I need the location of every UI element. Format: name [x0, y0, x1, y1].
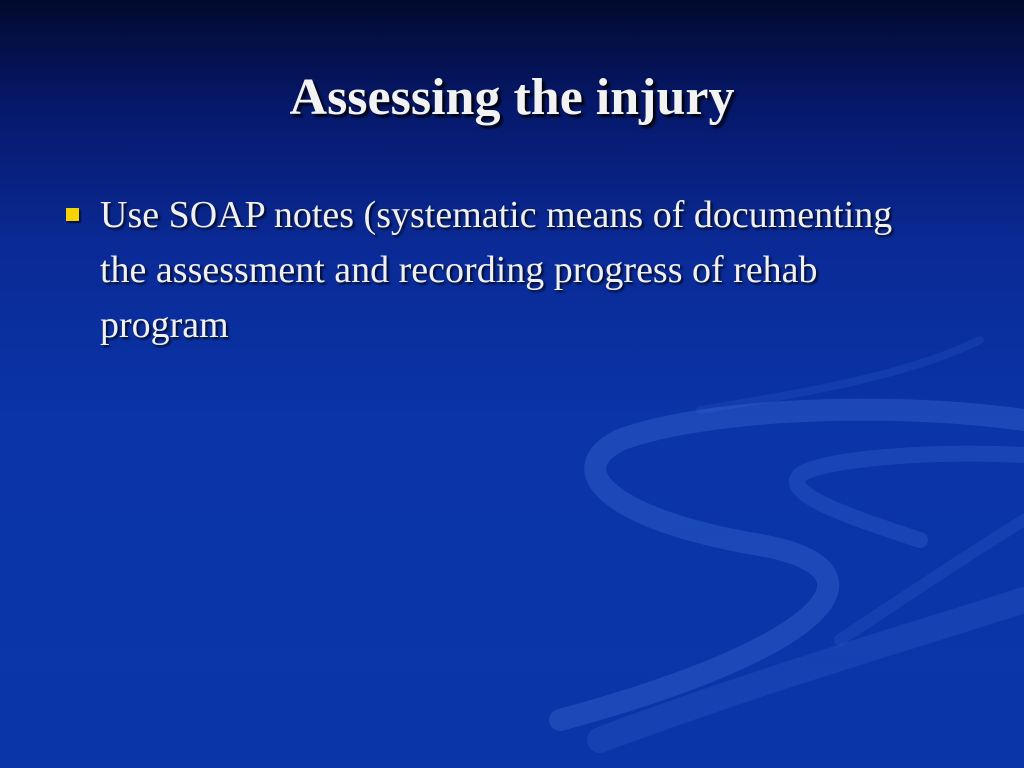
bullet-list [62, 188, 912, 353]
slide-title: Assessing the injury [289, 69, 735, 126]
bullet-item [62, 188, 912, 353]
bullet-text: Use SOAP notes (systematic means of documenting the assessment and recording progress of rehab program [100, 194, 893, 346]
square-bullet-icon [66, 208, 79, 221]
